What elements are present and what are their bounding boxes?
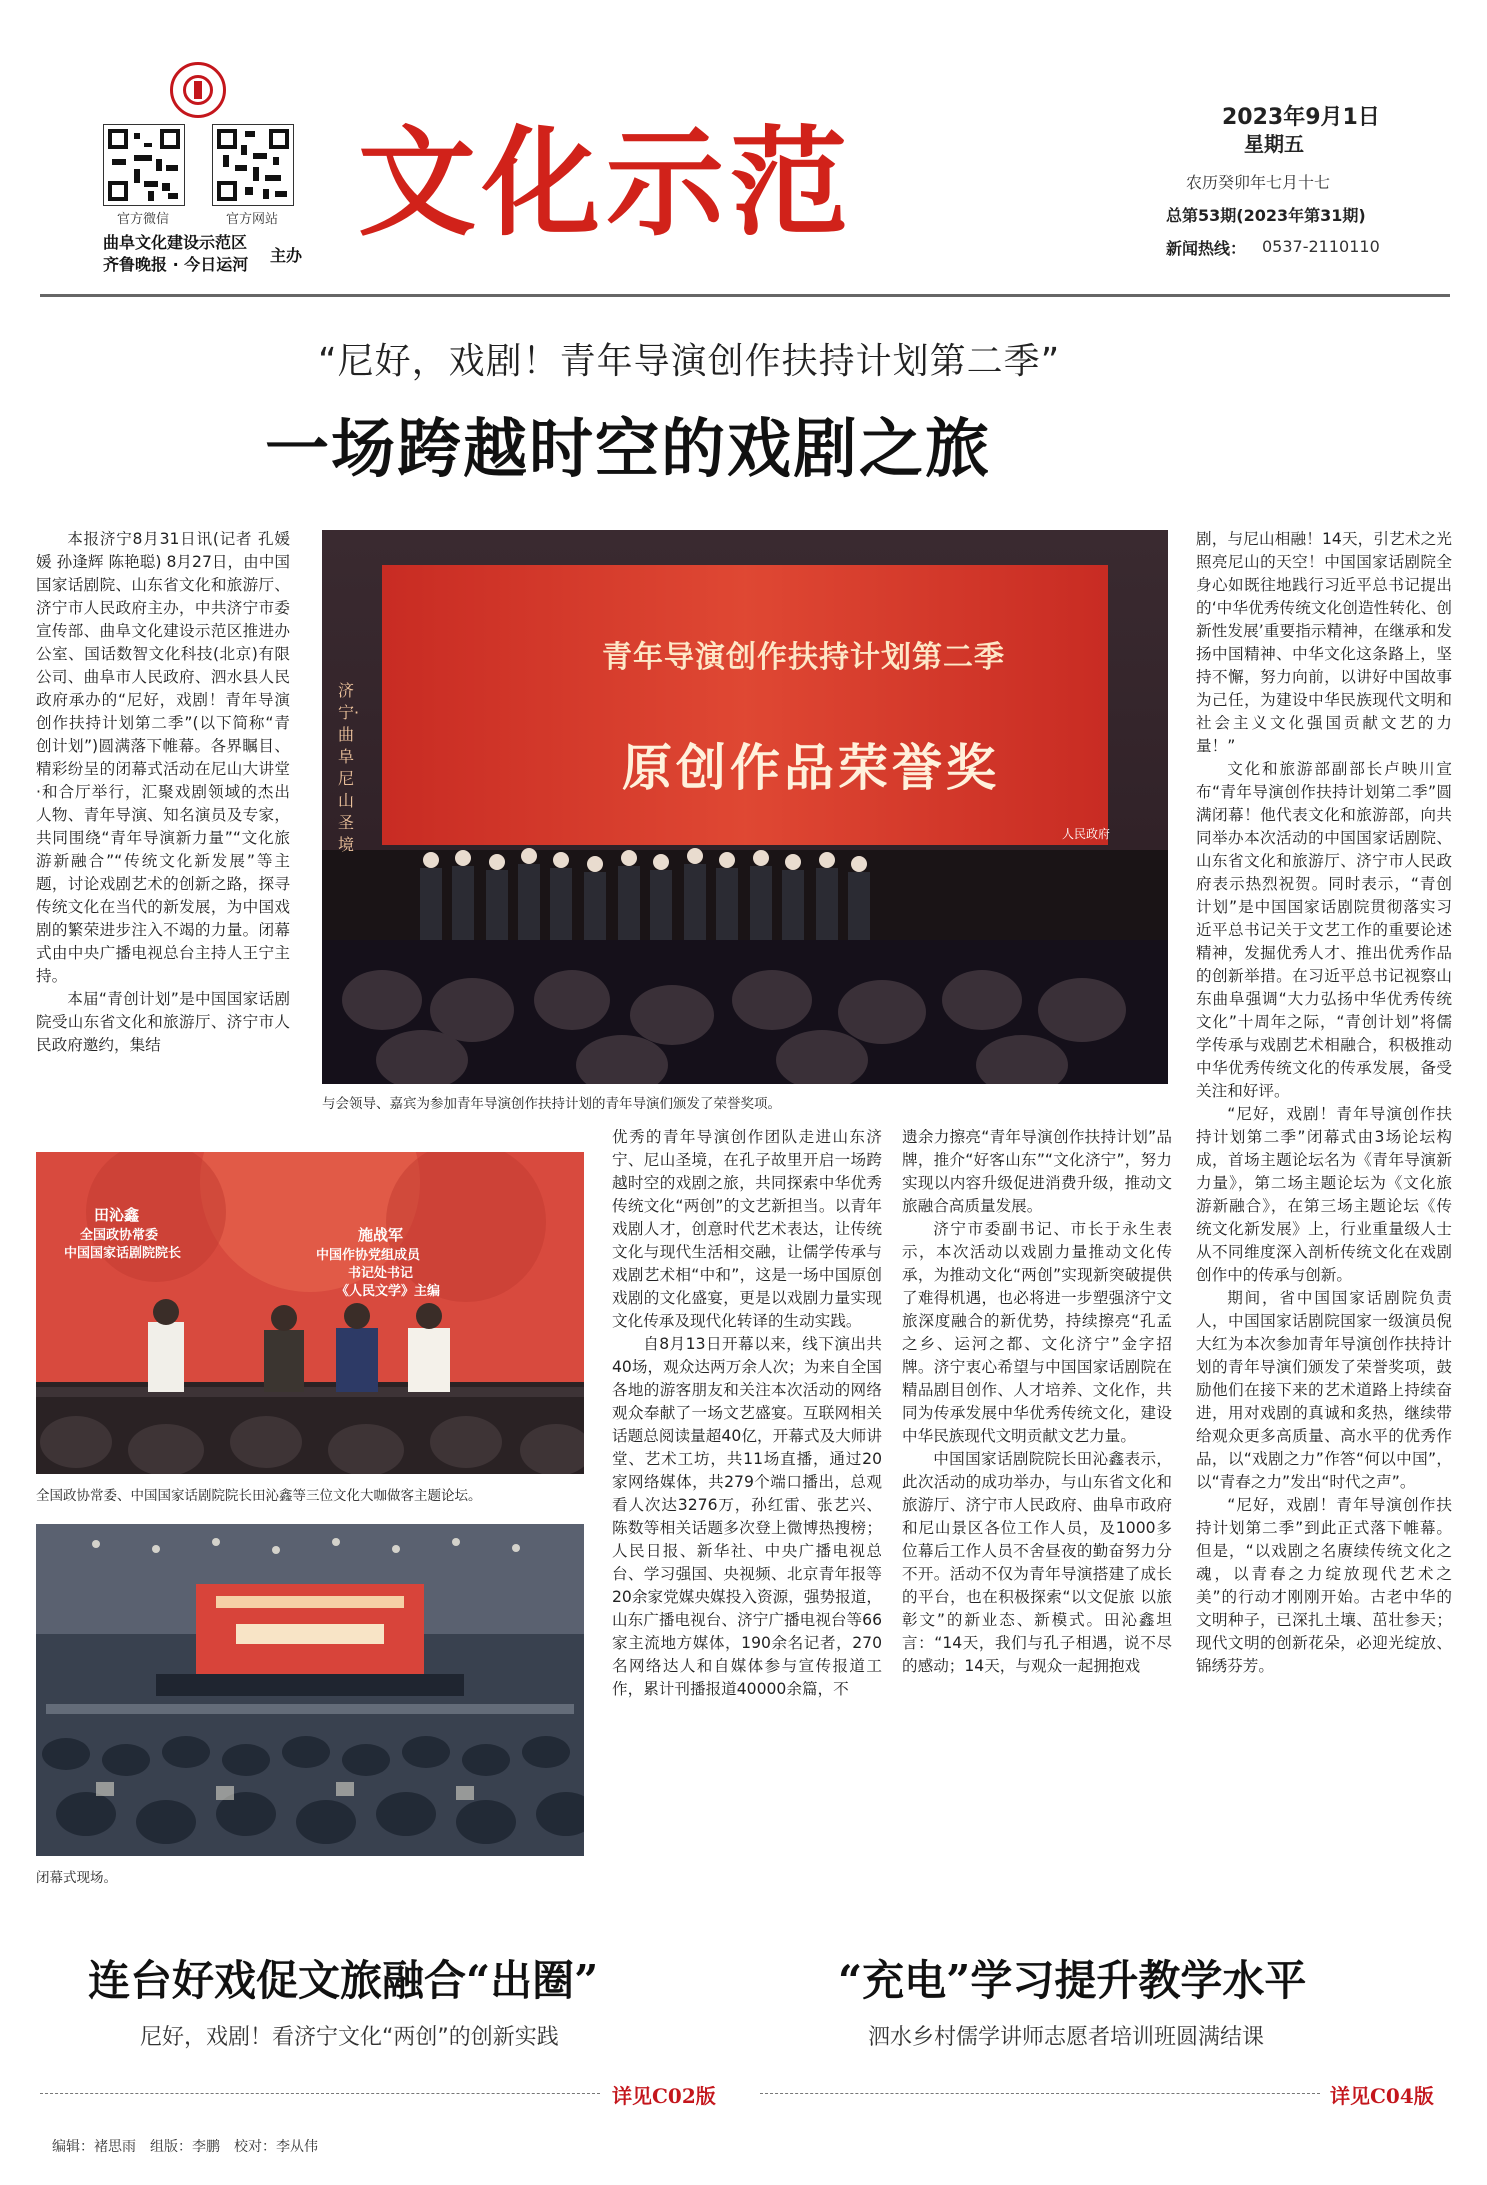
- forum-photo: [36, 1152, 584, 1474]
- organizer-line-1: 曲阜文化建设示范区: [103, 233, 248, 252]
- award-photo-caption: 与会领导、嘉宾为参加青年导演创作扶持计划的青年导演们颁发了荣誉奖项。: [322, 1096, 781, 1112]
- teaser-left-divider: [40, 2093, 600, 2094]
- forum-right-title-2: 书记处书记: [348, 1266, 414, 1281]
- forum-right-name: 施战军: [358, 1226, 404, 1244]
- article-paragraph: 文化和旅游部副部长卢映川宣布“青年导演创作扶持计划第二季”圆满闭幕！他代表文化和旅游部，向共同举办本次活动的中国国家话剧院、山东省文化和旅游厅、济宁市人民政府表示热烈祝贺。同时表示，“青创计划”是中国国家话剧院贯彻落实习近平总书记关于文艺工作的重要论述精神，发掘优秀人才、推出优秀作品的创新举措。在习近平总书记视察山东曲阜强调“大力弘扬中华优秀传统文化”十周年之际，“青创计划”将儒学传承与戏剧艺术相融合，积极推动中华优秀传统文化的传承发展，备受关注和好评。: [1196, 760, 1452, 1100]
- newspaper-title: 文化示范: [358, 113, 855, 252]
- forum-left-name: 田沁鑫: [94, 1206, 140, 1224]
- teaser-right-headline[interactable]: “充电”学习提升教学水平: [838, 1956, 1307, 2005]
- forum-left-title-2: 中国国家话剧院院长: [64, 1246, 182, 1261]
- article-paragraph: 济宁市委副书记、市长于永生表示，本次活动以戏剧力量推动文化传承，为推动文化“两创”实现新突破提供了难得机遇，也必将进一步塑强济宁文旅深度融合的新优势，持续擦亮“孔孟之乡、运河之都、文化济宁”金字招牌。济宁衷心希望与中国国家话剧院在精品剧目创作、人才培养、文化作，共同为传承发展中华优秀传统文化，建设中华民族现代文明贡献文艺力量。: [902, 1220, 1172, 1445]
- article-col-2: [612, 1126, 882, 1856]
- hotline-label: 新闻热线：: [1166, 239, 1247, 258]
- screen-tag: 人民政府: [1062, 827, 1111, 841]
- weekday: 星期五: [1244, 132, 1304, 156]
- article-col-4: [1196, 528, 1452, 1856]
- teaser-right-page-link[interactable]: 详见C04版: [1330, 2084, 1434, 2108]
- website-qr-caption: 官方网站: [225, 212, 278, 227]
- lead-headline[interactable]: 一场跨越时空的戏剧之旅: [265, 412, 991, 487]
- forum-right-title-3: 《人民文学》主编: [336, 1284, 441, 1299]
- article-paragraph: 遗余力擦亮“青年导演创作扶持计划”品牌，推介“好客山东”“文化济宁”，努力实现以内容升级促进消费升级，推动文旅融合高质量发展。: [902, 1128, 1172, 1215]
- lead-kicker: “尼好，戏剧！青年导演创作扶持计划第二季”: [318, 341, 1061, 382]
- masthead-divider: [40, 294, 1450, 297]
- teaser-left-subhead: 尼好，戏剧！看济宁文化“两创”的创新实践: [140, 2025, 559, 2050]
- article-paragraph: “尼好，戏剧！青年导演创作扶持计划第二季”闭幕式由3场论坛构成，首场主题论坛名为《青年导演新力量》，第二场主题论坛为《文化旅游新融合》，在第三场主题论坛《传统文化新发展》上，行业重量级人士从不同维度深入剖析传统文化在戏剧创作中的传承与创新。: [1196, 1105, 1452, 1284]
- forum-left-title-1: 全国政协常委: [80, 1228, 159, 1243]
- teaser-left-headline[interactable]: 连台好戏促文旅融合“出圈”: [88, 1956, 599, 2005]
- article-paragraph: 中国国家话剧院院长田沁鑫表示，此次活动的成功举办，与山东省文化和旅游厅、济宁市人民政府、曲阜市政府和尼山景区各位工作人员，及1000多位幕后工作人员不舍昼夜的勤奋努力分不开。活动不仅为青年导演搭建了成长的平台，也在积极探索“以文促旅 以旅彰文”的新业态、新模式。田沁鑫坦言：“14天，我们与孔子相遇，说不尽的感动；14天，与观众一起拥抱戏: [902, 1450, 1172, 1675]
- article-paragraph: 本报济宁8月31日讯(记者 孔媛媛 孙逢辉 陈艳聪) 8月27日，由中国国家话剧院、山东省文化和旅游厅、济宁市人民政府主办，中共济宁市委宣传部、曲阜文化建设示范区推进办公室、国话数智文化科技(北京)有限公司、曲阜市人民政府、泗水县人民政府承办的“尼好，戏剧！青年导演创作扶持计划第二季”(以下简称“青创计划”)圆满落下帷幕。各界瞩目、精彩纷呈的闭幕式活动在尼山大讲堂·和合厅举行，汇聚戏剧领域的杰出人物、青年导演、知名演员及专家，共同围绕“青年导演新力量”“文化旅游新融合”“传统文化新发展”等主题，讨论戏剧艺术的创新之路，探寻传统文化在当代的新发展，为中国戏剧的繁荣进步注入不竭的力量。闭幕式由中央广播电视总台主持人王宁主持。: [36, 530, 290, 985]
- teaser-left-page-link[interactable]: 详见C02版: [612, 2084, 716, 2108]
- organizer-line-2: 齐鲁晚报 · 今日运河: [103, 255, 249, 274]
- screen-award-name: 原创作品荣誉奖: [622, 739, 1000, 797]
- editor-credits: 编辑：褚思雨 组版：李鹏 校对：李从伟: [52, 2139, 318, 2155]
- article-paragraph: 自8月13日开幕以来，线下演出共40场，观众达两万余人次；为来自全国各地的游客朋友和关注本次活动的网络观众奉献了一场文艺盛宴。互联网相关话题总阅读量超40亿，开幕式及大师讲堂、艺术工坊，共11场直播，通过20家网络媒体，共279个端口播出，总观看人次达3276万，孙红雷、张艺兴、陈数等相关话题多次登上微博热搜榜；人民日报、新华社、中央广播电视总台、学习强国、央视频、北京青年报等20余家党媒央媒投入资源，强势报道，山东广播电视台、济宁广播电视台等66家主流地方媒体，190余名记者，270名网络达人和自媒体参与宣传报道工作，累计刊播报道40000余篇，不: [612, 1335, 882, 1698]
- masthead: [0, 0, 1487, 300]
- teaser-right-subhead: 泗水乡村儒学讲师志愿者培训班圆满结课: [868, 2025, 1265, 2050]
- article-col-3: [902, 1126, 1172, 1856]
- teaser-right-divider: [760, 2093, 1320, 2094]
- article-paragraph: 优秀的青年导演创作团队走进山东济宁、尼山圣境，在孔子故里开启一场跨越时空的戏剧之旅，共同探索中华优秀传统文化“两创”的文艺新担当。以青年戏剧人才，创意时代艺术表达，让传统文化与现代生活相交融，让儒学传承与戏剧艺术相“中和”，这是一场中国原创戏剧的文化盛宴，更是以戏剧力量实现文化传承及现代化转译的生动实践。: [612, 1128, 882, 1330]
- host-label: 主办: [270, 246, 303, 265]
- hotline-number: 0537-2110110: [1262, 237, 1380, 256]
- wechat-qr-code[interactable]: [103, 124, 185, 206]
- article-paragraph: 剧，与尼山相融！14天，引艺术之光照亮尼山的天空！中国国家话剧院全身心如既往地践行习近平总书记提出的‘中华优秀传统文化创造性转化、创新性发展’重要指示精神，在继承和发扬中国精神、中华文化这条路上，坚持不懈，努力向前，以讲好中国故事为己任，为建设中华民族现代文明和社会主义文化强国贡献文艺的力量！”: [1196, 530, 1452, 755]
- lunar-date: 农历癸卯年七月十七: [1186, 173, 1331, 192]
- issue-date: 2023年9月1日: [1222, 105, 1380, 130]
- closing-photo-caption: 闭幕式现场。: [36, 1870, 117, 1886]
- award-ceremony-illustration: [322, 530, 1168, 1084]
- forum-right-title-1: 中国作协党组成员: [316, 1248, 421, 1263]
- website-qr-code[interactable]: [212, 124, 294, 206]
- article-paragraph: 期间，省中国国家话剧院负责人，中国国家话剧院国家一级演员倪大红为本次参加青年导演创作扶持计划的青年导演们颁发了荣誉奖项，鼓励他们在接下来的艺术道路上持续奋进，用对戏剧的真诚和炙热，继续带给观众更多高质量、高水平的优秀作品，以“戏剧之力”作答“何以中国”，以“青春之力”发出“时代之声”。: [1196, 1289, 1452, 1491]
- vertical-slogan: 济宁·曲阜尼山圣境: [338, 681, 360, 854]
- closing-ceremony-photo: [36, 1524, 584, 1856]
- closing-hall-illustration: [36, 1524, 584, 1856]
- forum-illustration: [36, 1152, 584, 1474]
- screen-title: 青年导演创作扶持计划第二季: [602, 640, 1005, 675]
- forum-photo-caption: 全国政协常委、中国国家话剧院院长田沁鑫等三位文化大咖做客主题论坛。: [36, 1488, 482, 1504]
- award-ceremony-photo: [322, 530, 1168, 1084]
- issue-number: 总第53期(2023年第31期): [1166, 206, 1366, 225]
- emblem-logo: [170, 62, 226, 118]
- article-paragraph: “尼好，戏剧！青年导演创作扶持计划第二季”到此正式落下帷幕。但是，“以戏剧之名赓续传统文化之魂，以青春之力绽放现代艺术之美”的行动才刚刚开始。古老中华的文明种子，已深扎土壤、茁壮参天；现代文明的创新花朵，必迎光绽放、锦绣芬芳。: [1196, 1496, 1452, 1675]
- article-col-1: [36, 528, 290, 1136]
- wechat-qr-caption: 官方微信: [116, 212, 169, 227]
- article-paragraph: 本届“青创计划”是中国国家话剧院受山东省文化和旅游厅、济宁市人民政府邀约，集结: [36, 990, 290, 1054]
